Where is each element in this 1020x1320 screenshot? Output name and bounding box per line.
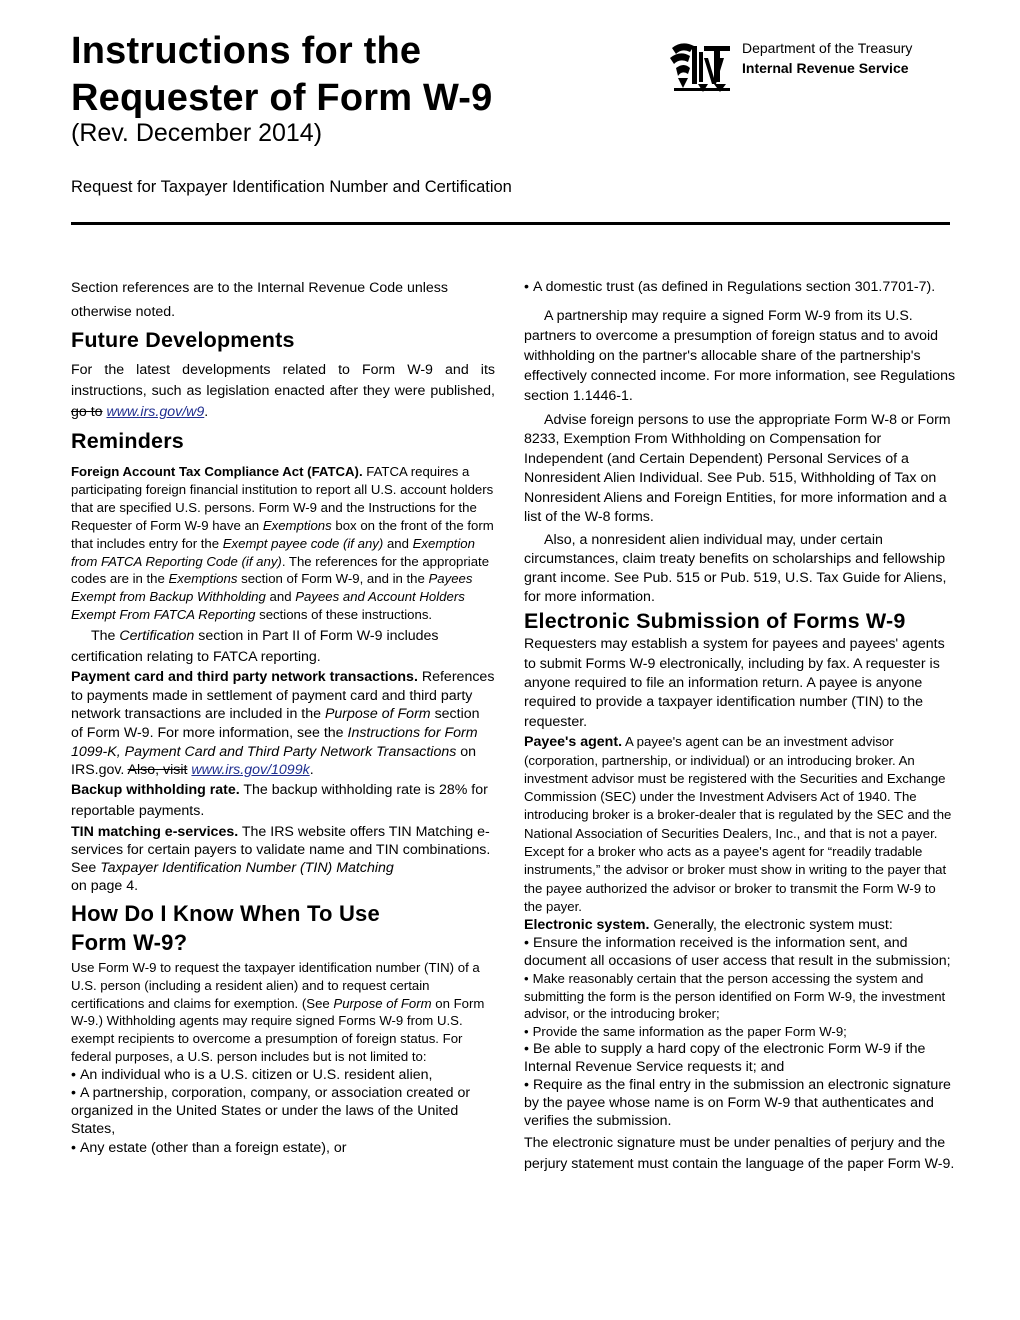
right-column — [524, 277, 956, 1175]
fatca-text-3: and — [386, 535, 409, 551]
advise-paragraph: Advise foreign persons to use the appropriate Form W-8 or Form 8233, Exemption From Withholding on Compensation for Independent (and Certain Dependent) Personal Services of a Nonresident Alien Individual. See Pub. 515, Withholding of Tax on Nonresident Aliens and Foreign Entities, for more information and a list of the W-8 forms. — [524, 412, 951, 526]
payment-text-1: References to payments made in settlement of payment card and third party network transactions are included in the — [71, 669, 495, 723]
how-do-i-know-heading — [71, 899, 495, 957]
fatca-lead: Foreign Account Tax Compliance Act (FATCA). — [71, 464, 363, 479]
system-lead: Electronic system. — [524, 917, 650, 934]
fatca-text-6: and — [269, 589, 292, 605]
backup-withholding-paragraph — [71, 780, 495, 822]
header-rule — [71, 222, 950, 225]
tin-text-1: The IRS website offers TIN Matching e-services for certain payers to validate name and TIN combinations. See — [71, 823, 491, 876]
backup-text: The backup withholding rate is 28% for reportable payments. — [71, 781, 488, 819]
certification-paragraph — [71, 626, 495, 668]
partnership-paragraph: A partnership may require a signed Form W-9 from its U.S. partners to overcome a presumption of foreign status and to avoid withholding on the partner's allocable share of the partnership's effectively connected income. For more information, see Regulations section 1.1446-1. — [524, 308, 956, 404]
cert-text-1: The — [91, 628, 116, 645]
payment-card-paragraph: Payment card and third party network transactions. References to payments made in settlement of payment card and third party network transactions are included in the Purpose of Form section of Form W-9. For more information, see the Instructions for Form 1099-K, Payment Card and Third Party Network Transactions on IRS.gov. Also, visit www.irs.gov/1099k. — [71, 669, 495, 779]
irs-1099k-link[interactable]: www.irs.gov/1099k — [191, 762, 310, 779]
fatca-paragraph — [71, 463, 495, 624]
tin-matching-paragraph — [71, 823, 495, 895]
backup-lead: Backup withholding rate. — [71, 781, 240, 798]
department-label: Department of the Treasury — [742, 40, 913, 56]
payment-italic-2: Instructions for Form 1099-K, Payment Card and Third Party Network Transactions — [71, 724, 478, 760]
list-item: • Provide the same information as the paper Form W-9; — [524, 1023, 956, 1041]
how-italic-1: Purpose of Form — [333, 995, 432, 1011]
system-text: Generally, the electronic system must: — [653, 917, 893, 934]
payment-lead: Payment card and third party network transactions. — [71, 669, 418, 686]
agent-text: A payee's agent can be an investment advisor (corporation, partnership, or individual) or an introducing broker. An investment advisor must be registered with the Securities and Exchange Commission (SEC) under the Investment Advisers Act of 1940. The introducing broker is a broker-dealer that is regulated by the SEC and the National Association of Securities Dealers, Inc., and that is not a payer. Except for a broker who acts as a payee's agent for “readily tradable instruments,” the advisor or broker must show in writing to the payer that the payee authorized the advisor or broker to transmit the Form W-9 to the payer. — [524, 734, 952, 914]
fatca-italic-3: Exemption from FATCA Reporting Code (if any) — [71, 535, 475, 569]
intro-text: Section references are to the Internal Revenue Code unless otherwise noted. — [71, 280, 448, 320]
payment-also: Also, visit — [127, 762, 188, 779]
payment-text-2: section of Form W-9. For more information, see the — [71, 706, 480, 741]
tin-italic-1: Taxpayer Identification Number (TIN) Matching — [100, 859, 394, 876]
list-item: • A partnership, corporation, company, or association created or organized in the United States or under the laws of the United States, — [71, 1084, 495, 1138]
electronic-system-paragraph — [524, 916, 956, 934]
future-developments-heading: Future Developments — [71, 328, 295, 352]
cert-text-2: section in Part II of Form W-9 includes certification relating to FATCA reporting. — [71, 628, 439, 666]
irs-w9-link[interactable]: www.irs.gov/w9 — [106, 404, 205, 420]
irs-eagle-logo-icon — [668, 38, 734, 94]
fatca-text-2: box on the front of the form that includes entry for the — [71, 517, 494, 551]
how-paragraph — [71, 959, 495, 1066]
list-item: • Ensure the information received is the information sent, and document all occasions of user access that result in the submission; — [524, 934, 956, 970]
left-column — [71, 276, 495, 1158]
tin-lead: TIN matching e-services. — [71, 823, 239, 840]
future-text: For the latest developments related to Form W-9 and its instructions, such as legislation enacted after they were published, — [71, 362, 495, 399]
payment-italic-1: Purpose of Form — [324, 706, 431, 723]
how-heading-line1: How Do I Know When To Use — [71, 900, 380, 926]
agency-name — [742, 38, 912, 78]
fatca-italic-1: Exemptions — [262, 517, 332, 533]
revision-date: (Rev. December 2014) — [71, 119, 323, 147]
list-item: • Be able to supply a hard copy of the electronic Form W-9 if the Internal Revenue Service requests it; and — [524, 1040, 956, 1076]
page-title-line1: Instructions for the — [71, 30, 422, 72]
agent-lead: Payee's agent. — [524, 734, 623, 751]
fatca-text-5: section of Form W-9, and in the — [241, 571, 425, 587]
cert-italic-1: Certification — [119, 628, 195, 645]
fatca-text-4: . The references for the appropriate codes are in the — [71, 553, 490, 587]
subtitle: Request for Taxpayer Identification Number and Certification — [71, 178, 512, 196]
irs-label: Internal Revenue Service — [742, 60, 909, 76]
how-text-1: Use Form W-9 to request the taxpayer identification number (TIN) of a U.S. person (including a resident alien) and to request certain certifications and claims for exemption. (See — [71, 959, 480, 1011]
how-heading-line2: Form W-9? — [71, 929, 188, 955]
future-goto: go to — [71, 404, 103, 420]
payee-agent-paragraph — [524, 733, 956, 916]
future-developments-text: For the latest developments related to Form W-9 and its instructions, such as legislation enacted after they were published, go to www.irs.gov/w9. — [71, 362, 495, 420]
list-item: • Any estate (other than a foreign estate), or — [71, 1138, 495, 1158]
trust-bullet: • A domestic trust (as defined in Regulations section 301.7701-7). — [524, 277, 956, 298]
fatca-text-7: sections of these instructions. — [259, 607, 433, 623]
reminders-heading: Reminders — [71, 429, 184, 453]
electronic-submission-paragraph: Requesters may establish a system for payees and payees' agents to submit Forms W-9 electronically, including by fax. A requester is anyone required to file an information return. A payee is anyone required to provide a taxpayer identification number (TIN) to the requester. — [524, 636, 945, 730]
electronic-submission-heading: Electronic Submission of Forms W-9 — [524, 609, 906, 634]
fatca-italic-5: Payees Exempt from Backup Withholding — [71, 571, 473, 605]
list-item: • Make reasonably certain that the person accessing the system and submitting the form is the person identified on Form W-9, the investment advisor, or the introducing broker; — [524, 970, 956, 1023]
how-text-2: on Form W-9.) Withholding agents may require signed Forms W-9 from U.S. exempt recipients to overcome a presumption of foreign status. For federal purposes, a U.S. person includes but is not limited to: — [71, 995, 485, 1065]
list-item: • Require as the final entry in the submission an electronic signature by the payee whose name is on Form W-9 that authenticates and verifies the submission. — [524, 1076, 956, 1130]
also-paragraph: Also, a nonresident alien individual may, under certain circumstances, claim treaty benefits on scholarships and fellowship grant income. See Pub. 515 or Pub. 519, U.S. Tax Guide for Aliens, for more information. — [524, 532, 947, 605]
list-item: • An individual who is a U.S. citizen or U.S. resident alien, — [71, 1066, 495, 1084]
fatca-text-1: FATCA requires a participating foreign financial institution to report all U.S. account holders that are specified U.S. persons. Form W-9 and the Instructions for the Requester of Form W-9 have an — [71, 464, 494, 533]
tin-text-2: on page 4. — [71, 877, 139, 894]
fatca-italic-2: Exempt payee code (if any) — [222, 535, 384, 551]
fatca-italic-6: Payees and Account Holders Exempt From FATCA Reporting — [71, 589, 465, 623]
fatca-italic-4: Exemptions — [168, 571, 238, 587]
page-title-line2: Requester of Form W-9 — [71, 77, 493, 119]
payment-text-3: on IRS.gov. — [71, 743, 477, 779]
signature-paragraph: The electronic signature must be under penalties of perjury and the perjury statement must contain the language of the paper Form W-9. — [524, 1135, 955, 1173]
